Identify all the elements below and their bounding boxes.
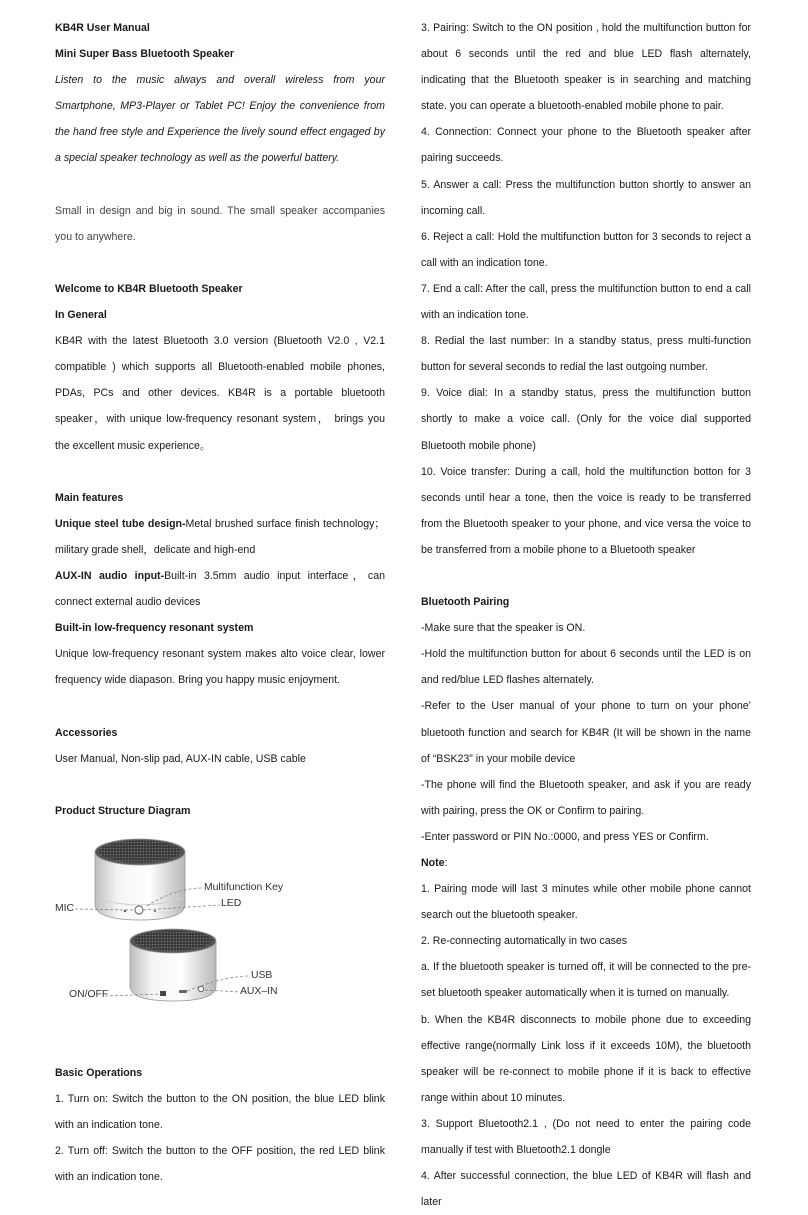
feature-steel-tube [55,511,385,563]
note-colon: : [444,857,448,869]
note-item: b. When the KB4R disconnects to mobile phone due to exceeding effective range(normally Link loss if it exceeds 10M), the bluetooth speaker will be re-connect to mobile phone if it is back to effective range within about 10 minutes. [421,1013,751,1104]
feature-resonant-text: Unique low-frequency resonant system makes alto voice clear, lower frequency wide diapason. Bring you happy music enjoyment. [55,648,385,687]
intro-italic: Listen to the music always and overall wireless from your Smartphone, MP3-Player or Tablet PC! Enjoy the convenience from the hand free style and Experience the lively sound effect engaged by a special speaker technology as well as the powerful battery. [55,74,385,165]
pairing-step: -Refer to the User manual of your phone to turn on your phone’ bluetooth function and search for KB4R (It will be shown in the name of “BSK23” in your mobile device [421,700,751,765]
usb-label: USB [251,969,273,981]
operation-pairing: 3. Pairing: Switch to the ON position , hold the multifunction button for about 6 seconds until the red and blue LED flash alternately, indicating that the Bluetooth speaker is in searching and matching state. you can operate a bluetooth-enabled mobile phone to pair. [421,22,751,113]
operation-voice-transfer: 10. Voice transfer: During a call, hold the multifunction botton for 3 seconds until hear a tone, then the voice is ready to be transferred from the Bluetooth speaker to your phone, and vice versa the voice to be transferred from a mobile phone to a Bluetooth speaker [421,465,751,556]
right-column [421,15,751,1215]
operation-turn-on: 1. Turn on: Switch the button to the ON position, the blue LED blink with an indication tone. [55,1093,385,1132]
welcome-heading: Welcome to KB4R Bluetooth Speaker [55,282,243,295]
note-item: 3. Support Bluetooth2.1 , (Do not need to enter the pairing code manually if test with Bluetooth2.1 dongle [421,1117,751,1157]
speaker-front-view [95,839,185,920]
left-column [55,15,385,1190]
features-heading: Main features [55,491,124,504]
diagram-heading: Product Structure Diagram [55,804,191,817]
feature-label: AUX-IN audio input- [55,569,165,582]
note-item: 4. After successful connection, the blue LED of KB4R will flash and later [421,1170,751,1209]
note-item: 1. Pairing mode will last 3 minutes while other mobile phone cannot search out the bluetooth speaker. [421,883,751,922]
feature-label: Unique steel tube design- [55,517,186,530]
manual-title: KB4R User Manual [55,22,150,34]
multifunction-key-label: Multifunction Key [204,881,284,893]
note-heading [421,850,751,876]
product-structure-diagram [55,826,385,1060]
mic-label: MIC [55,902,75,914]
operation-connection: 4. Connection: Connect your phone to the Bluetooth speaker after pairing succeeds. [421,126,751,165]
operation-turn-off: 2. Turn off: Switch the button to the OFF position, the red LED blink with an indication tone. [55,1145,385,1184]
speaker-back-view [130,929,216,1001]
feature-text: Metal brushed surface finish technology；military grade shell，delicate and high-end [55,517,385,556]
aux-in-label: AUX–IN [240,985,278,997]
basic-operations-heading: Basic Operations [55,1066,143,1079]
pairing-step: -Hold the multifunction button for about 6 seconds until the LED is on and red/blue LED flashes alternately. [421,648,751,687]
manual-subtitle: Mini Super Bass Bluetooth Speaker [55,48,234,61]
note-label: Note [421,857,445,869]
operation-voice-dial: 9. Voice dial: In a standby status, press the multifunction button shortly to make a voice call. (Only for the voice dial supported Bluetooth mobile phone) [421,387,751,452]
pairing-step: -Make sure that the speaker is ON. [421,622,586,635]
pairing-step: -The phone will find the Bluetooth speaker, and ask if you are ready with pairing, press the OK or Confirm to pairing. [421,778,751,817]
accessories-heading: Accessories [55,726,118,739]
accessories-text: User Manual, Non-slip pad, AUX-IN cable, USB cable [55,752,306,765]
speaker-illustration [55,826,385,1060]
feature-aux-in [55,563,385,615]
note-item: 2. Re-connecting automatically in two cases [421,935,628,948]
on-off-label: ON/OFF [69,988,109,1000]
operation-end-call: 7. End a call: After the call, press the multifunction button to end a call with an indication tone. [421,282,751,322]
led-label: LED [221,897,242,909]
general-text: KB4R with the latest Bluetooth 3.0 version (Bluetooth V2.0 , V2.1 compatible ) which supports all Bluetooth-enabled mobile phones, PDAs, PCs and other devices. KB4R is a portable bluetooth speaker，with unique low-frequency resonant system， brings you the excellent music experience。 [55,335,385,452]
feature-text: Built-in 3.5mm audio input interface，can connect external audio devices [55,569,385,609]
pairing-step: -Enter password or PIN No.:0000, and press YES or Confirm. [421,830,709,843]
intro-plain: Small in design and big in sound. The small speaker accompanies you to anywhere. [55,204,385,243]
operation-redial: 8. Redial the last number: In a standby status, press multi-function button for several seconds to redial the last outgoing number. [421,335,751,374]
general-heading: In General [55,309,107,322]
operation-reject-call: 6. Reject a call: Hold the multifunction button for 3 seconds to reject a call with an indication tone. [421,230,751,269]
feature-resonant-heading: Built-in low-frequency resonant system [55,622,254,635]
pairing-heading: Bluetooth Pairing [421,596,510,609]
operation-answer-call: 5. Answer a call: Press the multifunction button shortly to answer an incoming call. [421,178,751,217]
note-item: a. If the bluetooth speaker is turned off, it will be connected to the pre-set bluetooth speaker automatically when it is turned on manually. [421,961,751,1000]
